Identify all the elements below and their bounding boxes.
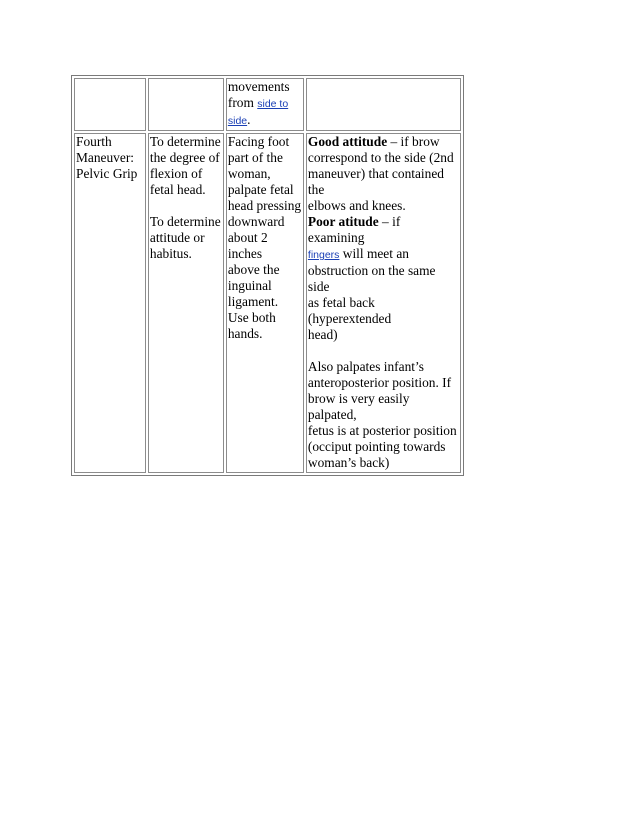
cell-text-line: head) — [307, 327, 338, 342]
cell-text-line: fetus is at posterior position — [307, 423, 457, 438]
paragraph-gap — [308, 343, 459, 359]
side-link[interactable]: side — [227, 115, 248, 127]
cell-text-line — [228, 95, 302, 112]
table-cell-empty — [148, 78, 224, 131]
cell-text-line: Pelvic Grip — [76, 166, 138, 181]
cell-text: – if brow — [387, 134, 440, 149]
fingers-link[interactable]: fingers — [307, 249, 340, 261]
cell-text-line: Facing foot — [227, 134, 290, 149]
cell-text-line: about 2 inches — [227, 230, 268, 261]
cell-text-line — [308, 214, 459, 246]
cell-text-line: as fetal back (hyperextended — [307, 295, 392, 326]
cell-text-line: fetal head. — [149, 182, 206, 197]
cell-text-line: Fourth — [76, 134, 112, 149]
cell-text-line: hands. — [227, 326, 263, 341]
cell-text-line: obstruction on the same side — [307, 263, 436, 294]
cell-text-line: downward — [227, 214, 285, 229]
cell-text-line: palpate fetal — [227, 182, 294, 197]
cell-text: . — [247, 112, 251, 127]
cell-text-line: elbows and knees. — [307, 198, 406, 213]
cell-text-line: Also palpates infant’s — [307, 359, 424, 374]
cell-text-line: attitude or — [149, 230, 205, 245]
table-cell-technique-continued — [226, 78, 304, 131]
cell-text: from — [227, 95, 254, 110]
table-row — [74, 133, 461, 473]
table-cell-maneuver-name — [74, 133, 146, 473]
cell-text-line: flexion of — [149, 166, 203, 181]
cell-text-line: movements — [227, 79, 290, 94]
cell-text-line: the degree of — [149, 150, 220, 165]
table-cell-purpose — [148, 133, 224, 473]
cell-text-line: brow is very easily palpated, — [307, 391, 410, 422]
paragraph-gap — [150, 198, 222, 214]
good-attitude-label: Good attitude — [307, 134, 388, 149]
leopold-maneuvers-table — [71, 75, 464, 476]
cell-text-line: maneuver) that contained the — [307, 166, 444, 197]
cell-text-line: woman, — [227, 166, 271, 181]
cell-text-line: habitus. — [149, 246, 192, 261]
cell-text-line: part of the — [227, 150, 283, 165]
cell-text-line: woman’s back) — [307, 455, 390, 470]
cell-text-line: head pressing — [227, 198, 302, 213]
cell-text: will meet an — [339, 246, 409, 261]
cell-text-line: above the — [227, 262, 280, 277]
cell-text-line — [228, 112, 302, 129]
cell-text-line: Maneuver: — [76, 150, 135, 165]
table-row — [74, 78, 461, 131]
table-cell-technique — [226, 133, 304, 473]
cell-text-line: anteroposterior position. If — [307, 375, 452, 390]
side-to-side-link[interactable]: side to — [257, 98, 289, 110]
cell-text-line: ligament. — [227, 294, 279, 309]
table-cell-empty — [306, 78, 461, 131]
cell-text-line: To determine — [149, 134, 221, 149]
cell-text-line: correspond to the side (2nd — [307, 150, 454, 165]
cell-text-line — [308, 134, 459, 150]
table-cell-empty — [74, 78, 146, 131]
cell-text-line — [308, 246, 459, 263]
cell-text: – if examining — [307, 214, 401, 245]
cell-text-line: To determine — [149, 214, 221, 229]
cell-text-line: inguinal — [227, 278, 272, 293]
poor-attitude-label: Poor atitude — [307, 214, 379, 229]
table-cell-findings — [306, 133, 461, 473]
cell-text-line: (occiput pointing towards — [307, 439, 446, 454]
cell-text-line: Use both — [227, 310, 276, 325]
